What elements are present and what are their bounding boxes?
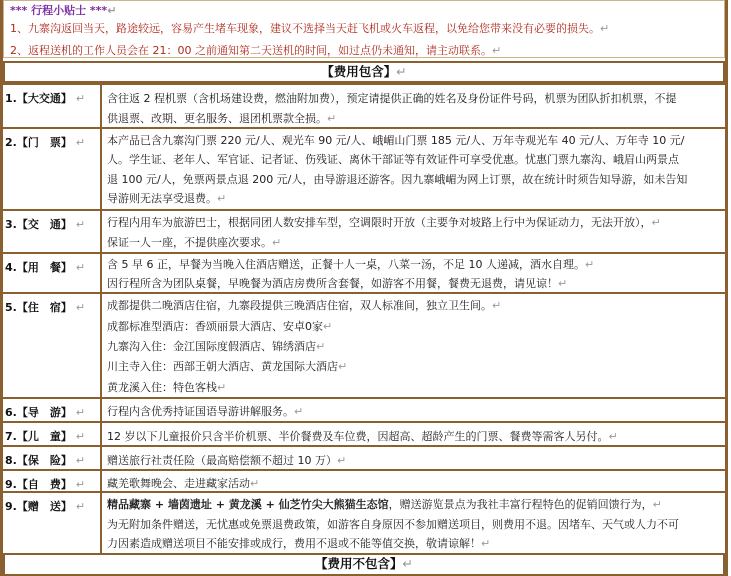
fee-row-content <box>107 211 725 252</box>
tips-line-1 <box>10 20 609 36</box>
fee-row-content <box>107 423 725 445</box>
paragraph-mark: ↵ <box>272 236 282 249</box>
content-line: 为无附加条件赠送，无忧惠或免票退费政策，如游客自身原因不参加赠送项目，则费用不退。因堵车、天气或人力不可 <box>107 518 679 531</box>
content-line <box>107 428 618 444</box>
content-line <box>107 379 226 395</box>
fee-row-label <box>3 493 102 553</box>
content-line-text: 藏羌歌舞晚会、走进藏家活动 <box>107 477 250 490</box>
fee-row-transport-local <box>3 209 725 252</box>
content-line <box>107 358 347 374</box>
content-line <box>107 190 226 206</box>
content-line: 退 100 元/人，免票两景点退 200 元/人，由导游退还游客。因九寨峨嵋为网上订票，故在统计时须告知导游，如未告知 <box>107 173 688 186</box>
fee-row-insurance <box>3 445 725 469</box>
paragraph-mark: ↵ <box>491 44 502 57</box>
tips-title-text: *** 行程小贴士 *** <box>10 4 108 17</box>
content-line-text: 成都标准型酒店：香颂丽景大酒店、安卓0家 <box>107 320 323 333</box>
paragraph-mark: ↵ <box>558 277 568 290</box>
fee-row-tickets <box>3 127 725 209</box>
paragraph-mark: ↵ <box>396 64 407 79</box>
paragraph-mark: ↵ <box>337 454 347 467</box>
paragraph-mark: ↵ <box>323 320 333 333</box>
content-line <box>107 275 567 291</box>
fee-row-label-text: 9.【赠 送】 <box>5 500 72 513</box>
paragraph-mark: ↵ <box>75 136 86 149</box>
fee-row-label <box>3 471 102 491</box>
paragraph-mark: ↵ <box>250 477 260 490</box>
content-line <box>107 318 332 334</box>
content-line-text: 含 5 早 6 正，早餐为当晚入住酒店赠送，正餐十人一桌，八菜一汤，不足 10 人递减，酒水自理。 <box>107 258 585 271</box>
content-line <box>107 535 490 551</box>
paragraph-mark: ↵ <box>75 301 86 314</box>
paragraph-mark: ↵ <box>652 498 662 511</box>
paragraph-mark: ↵ <box>492 299 502 312</box>
fee-row-label-text: 6.【导 游】 <box>5 406 72 419</box>
fee-row-label <box>3 254 102 292</box>
content-line <box>107 496 662 512</box>
paragraph-mark: ↵ <box>75 218 86 231</box>
fee-row-accommodation <box>3 292 725 397</box>
fee-row-label <box>3 447 102 469</box>
paragraph-mark: ↵ <box>402 556 413 571</box>
content-line: 含往返 2 程机票（含机场建设费，燃油附加费），预定请提供正确的姓名及身份证件号码，机票为团队折扣机票，不提 <box>107 92 677 105</box>
fee-row-self-pay <box>3 469 725 491</box>
paragraph-mark: ↵ <box>338 360 348 373</box>
fee-row-content <box>107 447 725 469</box>
fee-row-guide <box>3 397 725 421</box>
fee-row-content <box>107 85 725 127</box>
fee-row-label <box>3 294 102 397</box>
fee-row-content <box>107 294 725 397</box>
paragraph-mark: ↵ <box>217 381 227 394</box>
tips-title <box>10 2 116 18</box>
tips-line-2-text: 2、返程送机的工作人员会在 21：00 之前通知第二天送机的时间，如过点仍未通知，请主动联系。 <box>10 44 492 57</box>
paragraph-mark: ↵ <box>75 478 86 491</box>
fees-included-title: 【费用包含】 <box>321 64 397 79</box>
content-line-text: 12 岁以下儿童报价只含半价机票、半价餐费及车位费，因超高、超龄产生的门票、餐费等需客人另付。 <box>107 430 609 443</box>
paragraph-mark: ↵ <box>75 430 86 443</box>
content-line-text: 供退票、改期、更名服务、退团机票款全损。 <box>107 112 327 125</box>
fees-excluded-header <box>3 553 725 576</box>
content-line <box>107 403 303 419</box>
fee-row-label <box>3 85 102 127</box>
gift-attractions: 精品藏寨 + 墙茵遗址 + 黄龙溪 + 仙芝竹尖大熊猫生态馆 <box>107 498 389 511</box>
paragraph-mark: ↵ <box>608 430 618 443</box>
fee-row-label-text: 8.【保 险】 <box>5 454 72 467</box>
paragraph-mark: ↵ <box>481 537 491 550</box>
content-line <box>107 338 325 354</box>
paragraph-mark: ↵ <box>600 22 610 35</box>
fee-row-content <box>107 399 725 421</box>
paragraph-mark: ↵ <box>75 92 86 105</box>
travel-tips-box <box>3 0 725 58</box>
content-line-text: 行程内用车为旅游巴士，根据同团人数安排车型，空调限时开放（主要争对坡路上行中为保证动力，无法开放）， <box>107 216 652 229</box>
fee-row-gifts <box>3 491 725 553</box>
content-line <box>107 214 661 230</box>
tips-line-1-text: 1、九寨沟返回当天，路途较远，容易产生堵车现象，建议不选择当天赶飞机或火车返程，以免给您带来没有必要的损失。 <box>10 22 600 35</box>
fee-row-label-text: 9.【自 费】 <box>5 478 72 491</box>
gift-description: ，赠送游览景点为我社丰富行程特色的促销回馈行为， <box>388 498 653 511</box>
paragraph-mark: ↵ <box>75 406 86 419</box>
fees-excluded-title: 【费用不包含】 <box>315 556 403 571</box>
fee-row-content <box>107 471 725 491</box>
content-line: 本产品已含九寨沟门票 220 元/人、观光车 90 元/人、峨嵋山门票 185 元/人、万年寺观光车 40 元/人、万年寺 10 元/ <box>107 134 685 147</box>
fee-row-label <box>3 129 102 209</box>
content-line-text: 成都提供二晚酒店住宿，九寨段提供三晚酒店住宿，双人标准间，独立卫生间。 <box>107 299 492 312</box>
content-line <box>107 452 346 468</box>
paragraph-mark: ↵ <box>294 405 304 418</box>
table-border-right <box>725 0 728 576</box>
content-line <box>107 234 281 250</box>
fee-row-label-text: 5.【住 宿】 <box>5 301 72 314</box>
fee-row-content <box>107 493 725 553</box>
fee-row-label-text: 7.【儿 童】 <box>5 430 72 443</box>
fees-included-header <box>3 61 725 83</box>
paragraph-mark: ↵ <box>75 454 86 467</box>
content-line <box>107 110 336 126</box>
fee-row-label <box>3 423 102 445</box>
content-line-text: 行程内含优秀持证国语导游讲解服务。 <box>107 405 294 418</box>
content-line-text: 九寨沟入住：金江国际度假酒店、锦绣酒店 <box>107 340 316 353</box>
paragraph-mark: ↵ <box>327 112 337 125</box>
fee-row-label-text: 3.【交 通】 <box>5 218 72 231</box>
paragraph-mark: ↵ <box>217 192 227 205</box>
content-line-text: 因行程所含为团队桌餐，早晚餐为酒店房费所含套餐，如游客不用餐，餐费无退费，请见谅！ <box>107 277 558 290</box>
content-line: 人。学生证、老年人、军官证、记者证、伤残证、离休干部证等有效证件可享受优惠。忧惠门票九寨沟、峨眉山两景点 <box>107 153 679 166</box>
paragraph-mark: ↵ <box>107 4 117 17</box>
fee-row-meals <box>3 252 725 292</box>
fee-row-label-text: 1.【大交通】 <box>5 92 72 105</box>
fee-row-label-text: 4.【用 餐】 <box>5 261 72 274</box>
content-line-text: 黄龙溪入住：特色客栈 <box>107 381 217 394</box>
content-line-text: 保证一人一座，不提供座次要求。 <box>107 236 272 249</box>
fee-row-transport-major <box>3 83 725 127</box>
fee-row-content <box>107 254 725 292</box>
tips-line-2 <box>10 42 501 58</box>
content-line-text: 赠送旅行社责任险（最高赔偿额不超过 10 万） <box>107 454 337 467</box>
paragraph-mark: ↵ <box>584 258 595 271</box>
content-line-text: 川主寺入住：西部王朝大酒店、黄龙国际大酒店 <box>107 360 338 373</box>
fee-row-label <box>3 211 102 252</box>
paragraph-mark: ↵ <box>316 340 326 353</box>
fee-row-children <box>3 421 725 445</box>
paragraph-mark: ↵ <box>75 500 86 513</box>
content-line <box>107 475 259 491</box>
content-line-text: 导游则无法享受退费。 <box>107 192 217 205</box>
fee-row-label <box>3 399 102 421</box>
content-line-text: 力因素造成赠送项目不能安排或成行，费用不退或不能等值交换，敬请谅解！ <box>107 537 481 550</box>
paragraph-mark: ↵ <box>75 261 86 274</box>
fee-row-content <box>107 129 725 209</box>
content-line <box>107 256 594 272</box>
content-line <box>107 297 501 313</box>
fee-row-label-text: 2.【门 票】 <box>5 136 72 149</box>
paragraph-mark: ↵ <box>651 216 661 229</box>
